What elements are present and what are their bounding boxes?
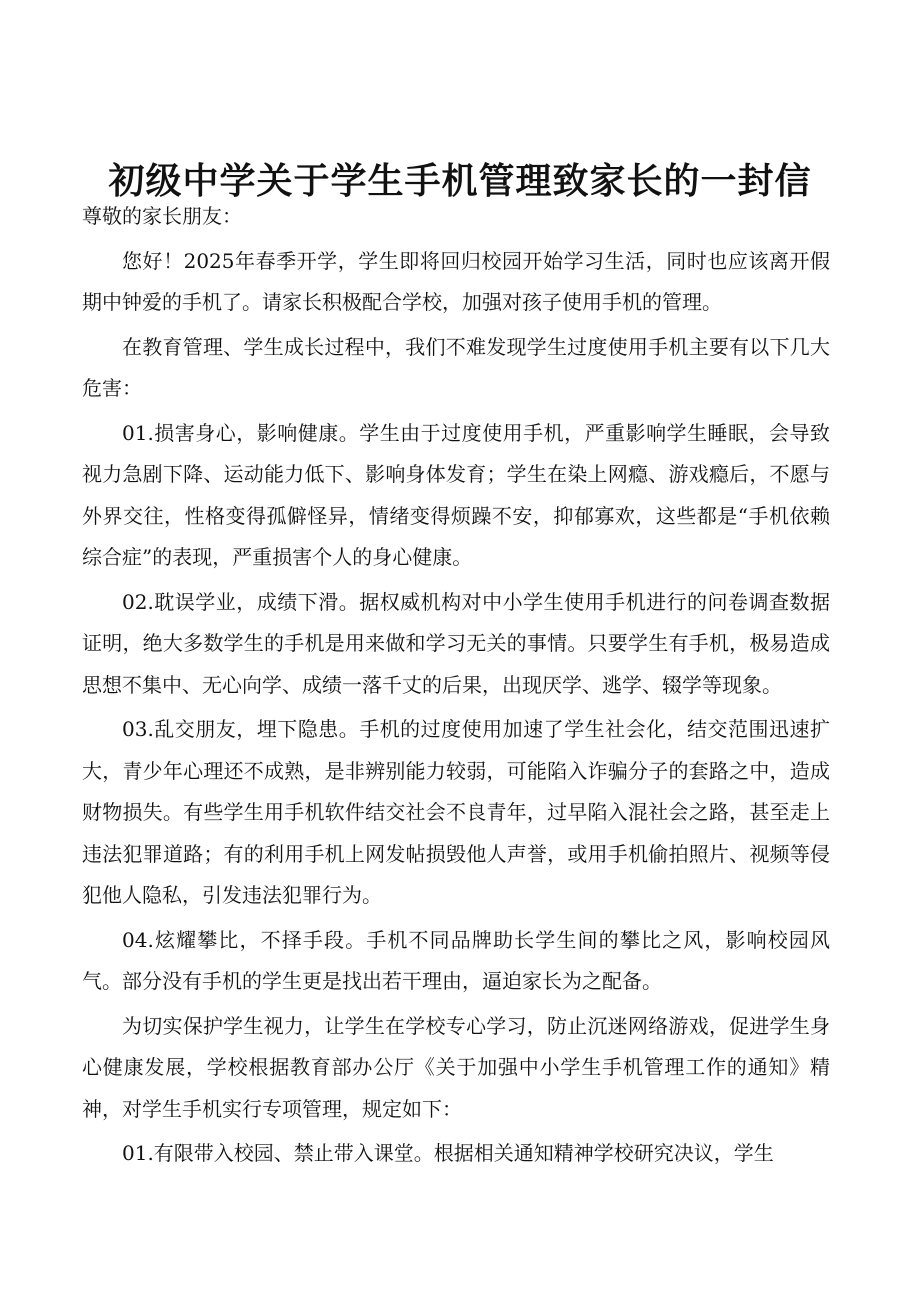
document-title: 初级中学关于学生手机管理致家长的一封信 xyxy=(108,160,812,203)
salutation: 尊敬的家长朋友： xyxy=(82,204,242,228)
paragraph-harm-03: 03.乱交朋友，埋下隐患。手机的过度使用加速了学生社会化，结交范围迅速扩大，青少年心理还不成熟，是非辨别能力较弱，可能陷入诈骗分子的套路之中，造成财物损失。有些学生用手机软件结交社会不良青年，过早陷入混社会之路，甚至走上违法犯罪道路；有的利用手机上网发帖损毁他人声誉，或用手机偷拍照片、视频等侵犯他人隐私，引发违法犯罪行为。 xyxy=(82,717,830,907)
paragraph-rule-01: 01.有限带入校园、禁止带入课堂。根据相关通知精神学校研究决议，学生 xyxy=(122,1141,774,1165)
paragraph-harms-intro: 在教育管理、学生成长过程中，我们不难发现学生过度使用手机主要有以下几大危害： xyxy=(82,334,830,400)
paragraph-harm-02: 02.耽误学业，成绩下滑。据权威机构对中小学生使用手机进行的问卷调查数据证明，绝大多数学生的手机是用来做和学习无关的事情。只要学生有手机，极易造成思想不集中、无心向学、成绩一落千丈的后果，出现厌学、逃学、辍学等现象。 xyxy=(82,589,830,697)
paragraph-harm-01: 01.损害身心，影响健康。学生由于过度使用手机，严重影响学生睡眠，会导致视力急剧下降、运动能力低下、影响身体发育；学生在染上网瘾、游戏瘾后，不愿与外界交往，性格变得孤僻怪异，情绪变得烦躁不安，抑郁寡欢，这些都是“手机依赖综合症”的表现，严重损害个人的身心健康。 xyxy=(82,420,830,569)
letter-body xyxy=(82,196,830,1178)
paragraph-harm-04: 04.炫耀攀比，不择手段。手机不同品牌助长学生间的攀比之风，影响校园风气。部分没有手机的学生更是找出若干理由，逼迫家长为之配备。 xyxy=(82,927,830,993)
paragraph-greeting: 您好！2025年春季开学，学生即将回归校园开始学习生活，同时也应该离开假期中钟爱的手机了。请家长积极配合学校，加强对孩子使用手机的管理。 xyxy=(82,248,830,314)
paragraph-rules-intro: 为切实保护学生视力，让学生在学校专心学习，防止沉迷网络游戏，促进学生身心健康发展，学校根据教育部办公厅《关于加强中小学生手机管理工作的通知》精神，对学生手机实行专项管理，规定如下： xyxy=(82,1013,830,1121)
